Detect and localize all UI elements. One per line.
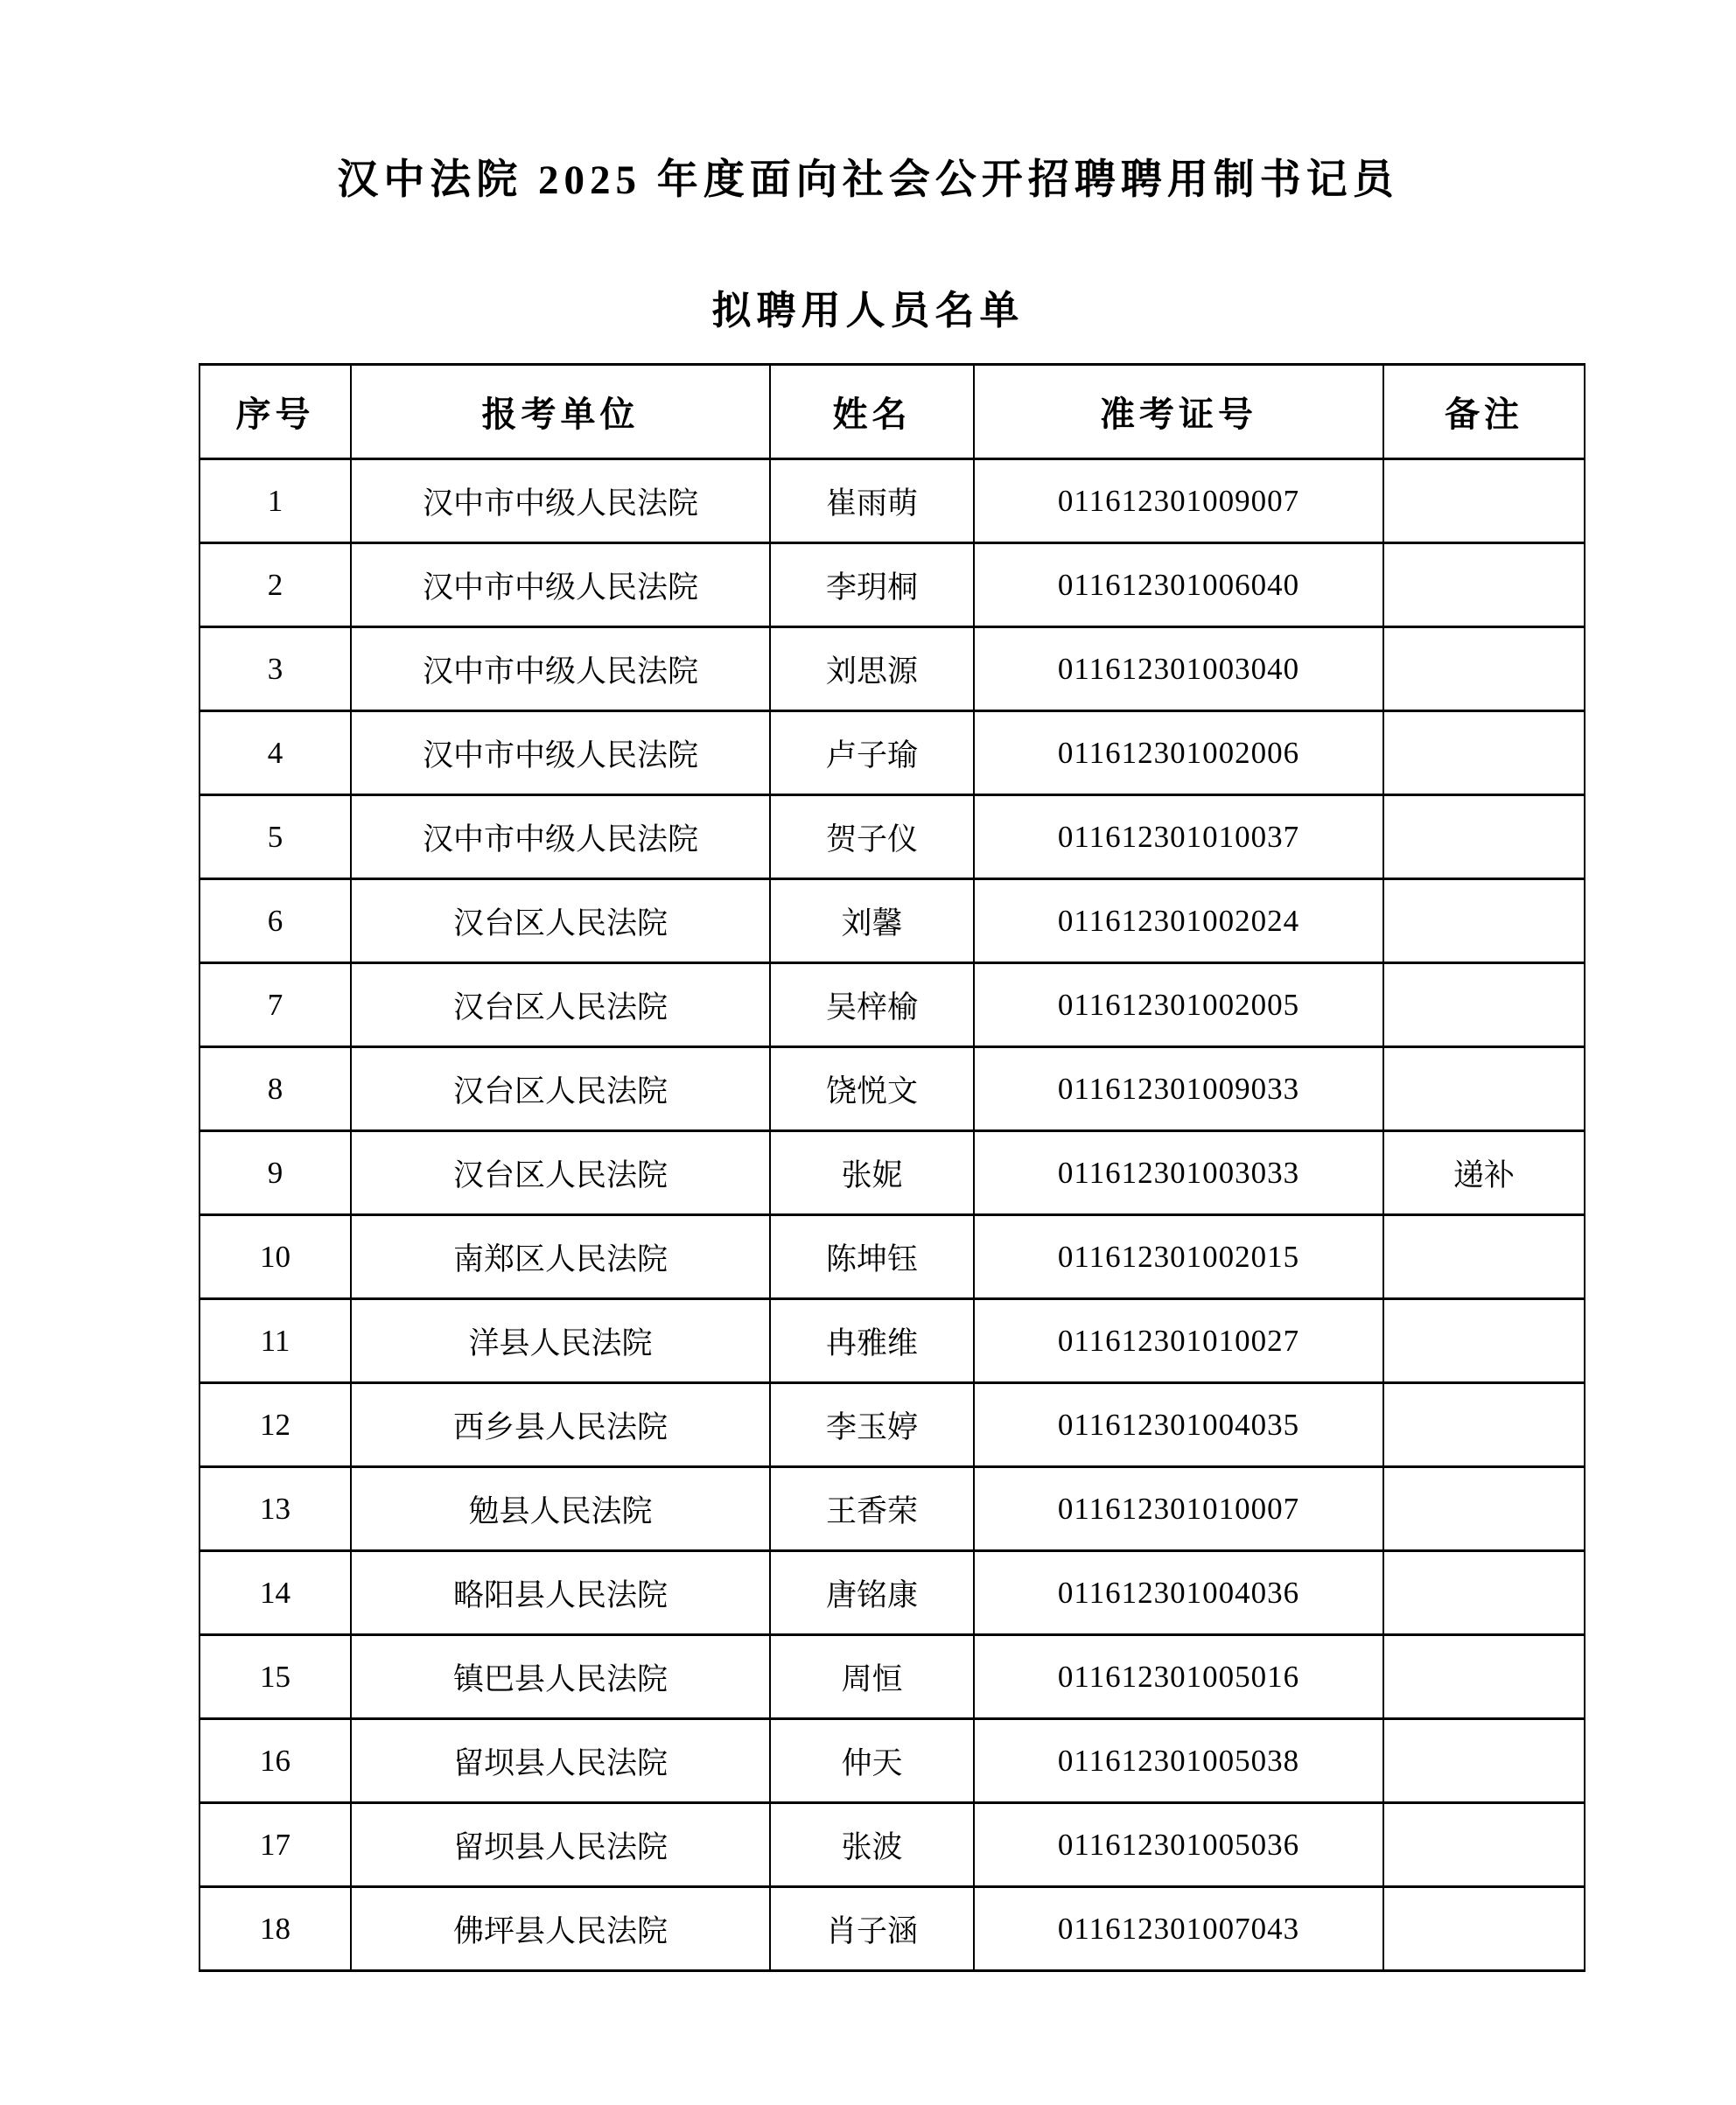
cell-name: 贺子仪 <box>770 795 974 879</box>
cell-remark <box>1383 1551 1585 1635</box>
cell-remark <box>1383 627 1585 711</box>
cell-ticket: 011612301010027 <box>974 1299 1383 1383</box>
cell-name: 刘思源 <box>770 627 974 711</box>
table-row <box>200 1047 1585 1131</box>
header-ticket-number: 准考证号 <box>974 365 1383 459</box>
cell-ticket: 011612301002024 <box>974 879 1383 963</box>
cell-name: 刘馨 <box>770 879 974 963</box>
cell-ticket: 011612301004035 <box>974 1383 1383 1467</box>
cell-remark <box>1383 1719 1585 1803</box>
cell-ticket: 011612301006040 <box>974 543 1383 627</box>
table-row <box>200 1383 1585 1467</box>
table-row <box>200 1551 1585 1635</box>
cell-applied-unit: 汉台区人民法院 <box>351 879 770 963</box>
cell-applied-unit: 汉中市中级人民法院 <box>351 459 770 543</box>
cell-applied-unit: 汉中市中级人民法院 <box>351 711 770 795</box>
header-remark: 备注 <box>1383 365 1585 459</box>
table-header-row <box>200 365 1585 459</box>
table-row <box>200 1887 1585 1971</box>
cell-ticket: 011612301002005 <box>974 963 1383 1047</box>
cell-remark <box>1383 1635 1585 1719</box>
cell-serial-number: 5 <box>200 795 351 879</box>
cell-ticket: 011612301005038 <box>974 1719 1383 1803</box>
cell-applied-unit: 西乡县人民法院 <box>351 1383 770 1467</box>
cell-remark <box>1383 963 1585 1047</box>
cell-ticket: 011612301005036 <box>974 1803 1383 1887</box>
document-title-line-1: 汉中法院 2025 年度面向社会公开招聘聘用制书记员 <box>337 157 1399 203</box>
cell-serial-number: 18 <box>200 1887 351 1971</box>
cell-name: 崔雨萌 <box>770 459 974 543</box>
cell-remark <box>1383 1299 1585 1383</box>
cell-applied-unit: 汉台区人民法院 <box>351 963 770 1047</box>
table-row <box>200 879 1585 963</box>
cell-ticket: 011612301002015 <box>974 1215 1383 1299</box>
table-row <box>200 711 1585 795</box>
cell-applied-unit: 汉台区人民法院 <box>351 1047 770 1131</box>
table-row <box>200 1719 1585 1803</box>
header-serial-number: 序号 <box>200 365 351 459</box>
cell-ticket: 011612301002006 <box>974 711 1383 795</box>
cell-serial-number: 6 <box>200 879 351 963</box>
cell-name: 陈坤钰 <box>770 1215 974 1299</box>
cell-ticket: 011612301003040 <box>974 627 1383 711</box>
cell-name: 饶悦文 <box>770 1047 974 1131</box>
cell-serial-number: 9 <box>200 1131 351 1215</box>
cell-applied-unit: 汉中市中级人民法院 <box>351 627 770 711</box>
cell-serial-number: 16 <box>200 1719 351 1803</box>
cell-ticket: 011612301004036 <box>974 1551 1383 1635</box>
table-row <box>200 963 1585 1047</box>
cell-remark <box>1383 1383 1585 1467</box>
table-row <box>200 543 1585 627</box>
table-row <box>200 1803 1585 1887</box>
cell-ticket: 011612301003033 <box>974 1131 1383 1215</box>
cell-applied-unit: 留坝县人民法院 <box>351 1719 770 1803</box>
cell-remark <box>1383 459 1585 543</box>
table-row <box>200 1215 1585 1299</box>
cell-remark <box>1383 1467 1585 1551</box>
document-title-line-2: 拟聘用人员名单 <box>711 289 1025 332</box>
table-row <box>200 1467 1585 1551</box>
header-name: 姓名 <box>770 365 974 459</box>
cell-name: 冉雅维 <box>770 1299 974 1383</box>
cell-serial-number: 3 <box>200 627 351 711</box>
header-applied-unit: 报考单位 <box>351 365 770 459</box>
cell-applied-unit: 镇巴县人民法院 <box>351 1635 770 1719</box>
cell-applied-unit: 勉县人民法院 <box>351 1467 770 1551</box>
cell-remark <box>1383 1803 1585 1887</box>
cell-applied-unit: 略阳县人民法院 <box>351 1551 770 1635</box>
cell-name: 王香荣 <box>770 1467 974 1551</box>
cell-remark <box>1383 1215 1585 1299</box>
cell-applied-unit: 汉台区人民法院 <box>351 1131 770 1215</box>
cell-applied-unit: 南郑区人民法院 <box>351 1215 770 1299</box>
cell-remark <box>1383 1887 1585 1971</box>
cell-name: 唐铭康 <box>770 1551 974 1635</box>
table-row <box>200 795 1585 879</box>
cell-ticket: 011612301010007 <box>974 1467 1383 1551</box>
cell-serial-number: 15 <box>200 1635 351 1719</box>
cell-name: 肖子涵 <box>770 1887 974 1971</box>
cell-ticket: 011612301009033 <box>974 1047 1383 1131</box>
cell-remark: 递补 <box>1383 1131 1585 1215</box>
cell-serial-number: 4 <box>200 711 351 795</box>
cell-ticket: 011612301005016 <box>974 1635 1383 1719</box>
cell-applied-unit: 汉中市中级人民法院 <box>351 795 770 879</box>
cell-serial-number: 10 <box>200 1215 351 1299</box>
cell-applied-unit: 汉中市中级人民法院 <box>351 543 770 627</box>
roster-table <box>199 363 1586 1972</box>
cell-serial-number: 14 <box>200 1551 351 1635</box>
cell-ticket: 011612301010037 <box>974 795 1383 879</box>
table-row <box>200 1635 1585 1719</box>
table-row <box>200 459 1585 543</box>
table-row <box>200 1299 1585 1383</box>
cell-name: 张妮 <box>770 1131 974 1215</box>
cell-applied-unit: 留坝县人民法院 <box>351 1803 770 1887</box>
cell-name: 周恒 <box>770 1635 974 1719</box>
cell-ticket: 011612301009007 <box>974 459 1383 543</box>
table-row <box>200 627 1585 711</box>
cell-serial-number: 8 <box>200 1047 351 1131</box>
cell-remark <box>1383 879 1585 963</box>
cell-serial-number: 7 <box>200 963 351 1047</box>
cell-serial-number: 11 <box>200 1299 351 1383</box>
cell-remark <box>1383 711 1585 795</box>
cell-serial-number: 17 <box>200 1803 351 1887</box>
cell-remark <box>1383 1047 1585 1131</box>
cell-name: 张波 <box>770 1803 974 1887</box>
cell-serial-number: 12 <box>200 1383 351 1467</box>
cell-serial-number: 2 <box>200 543 351 627</box>
cell-serial-number: 13 <box>200 1467 351 1551</box>
cell-remark <box>1383 543 1585 627</box>
table-row <box>200 1131 1585 1215</box>
cell-applied-unit: 佛坪县人民法院 <box>351 1887 770 1971</box>
cell-ticket: 011612301007043 <box>974 1887 1383 1971</box>
cell-name: 李玉婷 <box>770 1383 974 1467</box>
cell-remark <box>1383 795 1585 879</box>
table-body <box>200 459 1585 1971</box>
cell-serial-number: 1 <box>200 459 351 543</box>
cell-applied-unit: 洋县人民法院 <box>351 1299 770 1383</box>
cell-name: 仲天 <box>770 1719 974 1803</box>
cell-name: 李玥桐 <box>770 543 974 627</box>
cell-name: 卢子瑜 <box>770 711 974 795</box>
cell-name: 吴梓榆 <box>770 963 974 1047</box>
